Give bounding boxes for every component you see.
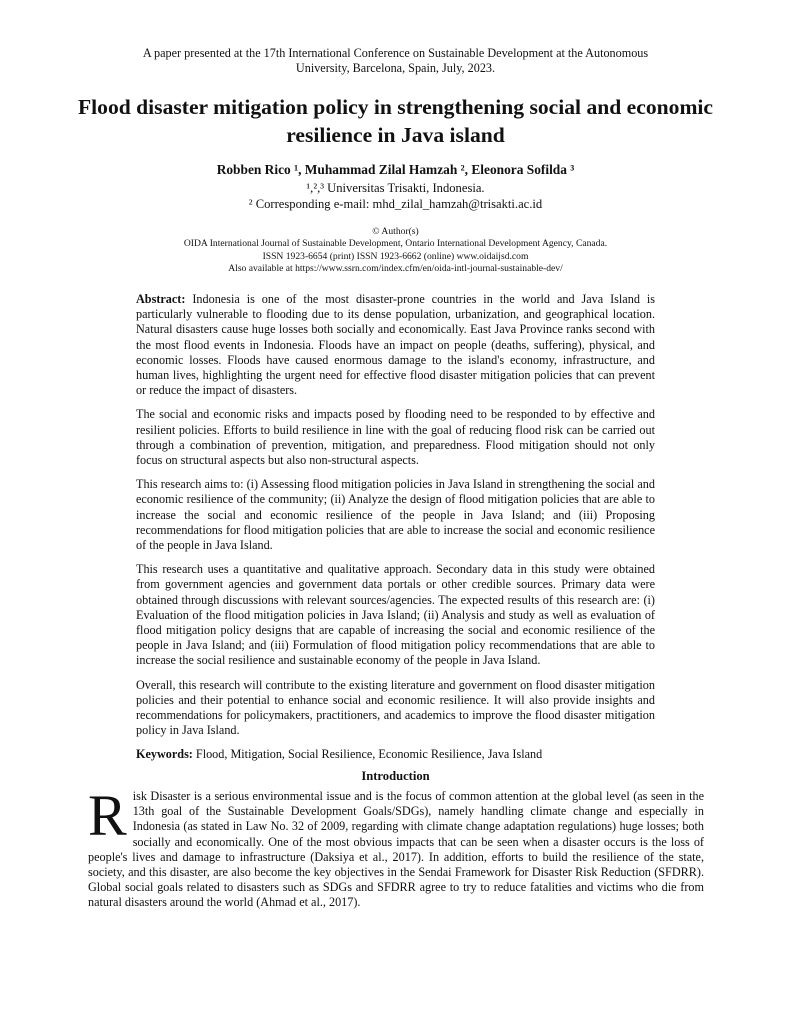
introduction-text: isk Disaster is a serious environmental issue and is the focus of common attention at the global level (as seen in the 13th goal of the Sustainable Development Goals/SDGs), namely handling climate change and especially in Indonesia (as stated in Law No. 32 of 2009, regarding with climate change adaptation regulations) huge losses; both socially and economically. One of the most obvious impacts that can be seen when a disaster occurs is the loss of people's lives and damage to infrastructure (Daksiya et al., 2017). In addition, efforts to build the resilience of the state, society, and this disaster, are also become the key objectives in the Sendai Framework for Disaster Risk Reduction (SFDRR). Global social goals related to disasters such as SDGs and SFDRR agree to try to reduce fatalities and victims who die from natural disasters around the world (Ahmad et al., 2017). (88, 789, 704, 910)
journal-line: OIDA International Journal of Sustainable Development, Ontario International Development Agency, Canada. (183, 238, 608, 250)
paper-title: Flood disaster mitigation policy in strengthening social and economic resilience in Java island (77, 95, 714, 147)
availability-line: Also available at https://www.ssrn.com/index.cfm/en/oida-intl-journal-sustainable-dev/ (228, 263, 563, 275)
abstract-section (136, 292, 655, 772)
affiliation: ¹,²,³ Universitas Trisakti, Indonesia. (306, 181, 485, 195)
dropcap-letter: R (88, 783, 127, 848)
journal-meta (100, 226, 691, 276)
introduction-paragraph (88, 783, 704, 911)
keywords-text: Flood, Mitigation, Social Resilience, Economic Resilience, Java Island (195, 747, 543, 762)
introduction-section (88, 783, 704, 911)
keywords-line (136, 747, 655, 762)
copyright-line: © Author(s) (372, 226, 419, 237)
keywords-label: Keywords: (136, 747, 193, 762)
abstract-paragraph-2: The social and economic risks and impacts posed by flooding need to be responded to by effective and resilient policies. Efforts to build resilience in line with the goal of reducing flood risk can be carried out through a combination of prevention, mitigation, and preparedness. Flood mitigation should not only focus on structural aspects but also non-structural aspects. (136, 407, 655, 468)
abstract-label: Abstract: (136, 292, 186, 306)
abstract-text-1: Indonesia is one of the most disaster-prone countries in the world and Java Island is particularly vulnerable to flooding due to its dense population, urbanization, and geographical location. Natural disasters cause huge losses both socially and economically. East Java Province ranks second with the most flood events in Indonesia. Floods have an impact on people (deaths, suffering), physical, and economic losses. Floods have caused enormous damage to the island's economy, infrastructure, and human lives, highlighting the urgent need for effective flood disaster mitigation policies that can prevent or reduce the impact of disasters. (136, 292, 655, 398)
issn-line: ISSN 1923-6654 (print) ISSN 1923-6662 (online) www.oidaijsd.com (262, 250, 529, 262)
abstract-paragraph-5: Overall, this research will contribute to the existing literature and government on flood disaster mitigation policies and their potential to enhance social and economic resilience. It will also provide insights and recommendations for policymakers, practitioners, and academics to improve the flood disaster mitigation policy in Java Island. (136, 677, 655, 738)
author-list: Robben Rico ¹, Muhammad Zilal Hamzah ², Eleonora Sofilda ³ (216, 162, 575, 177)
conference-note: A paper presented at the 17th International Conference on Sustainable Development at the Autonomous University, Barcelona, Spain, July, 2023. (142, 46, 649, 75)
abstract-paragraph-4: This research uses a quantitative and qualitative approach. Secondary data in this study were obtained from government agencies and government data portals or other credible sources. Primary data were obtained through discussions with relevant sources/agencies. The expected results of this research are: (i) Evaluation of the flood mitigation policies in Java Island; (ii) Analysis and study as well as evaluation of flood mitigation policy designs that are capable of increasing the social and economic resilience of the people in Java Island; and (iii) Formulation of flood mitigation policy recommendations that are able to increase the social resilience and sustainable economy of the people in Java Island. (136, 562, 655, 668)
abstract-paragraph-3: This research aims to: (i) Assessing flood mitigation policies in Java Island in strengthening the social and economic resilience of the community; (ii) Analyze the design of flood mitigation policies that are able to increase the social and economic resilience of the people in Java Island; and (iii) Proposing recommendations for flood mitigation policies that are able to increase the social and economic resilience of the people in Java Island. (136, 477, 655, 553)
introduction-heading: Introduction (361, 769, 430, 783)
abstract-paragraph-1 (136, 292, 655, 398)
corresponding-email: ² Corresponding e-mail: mhd_zilal_hamzah@trisakti.ac.id (248, 197, 543, 211)
